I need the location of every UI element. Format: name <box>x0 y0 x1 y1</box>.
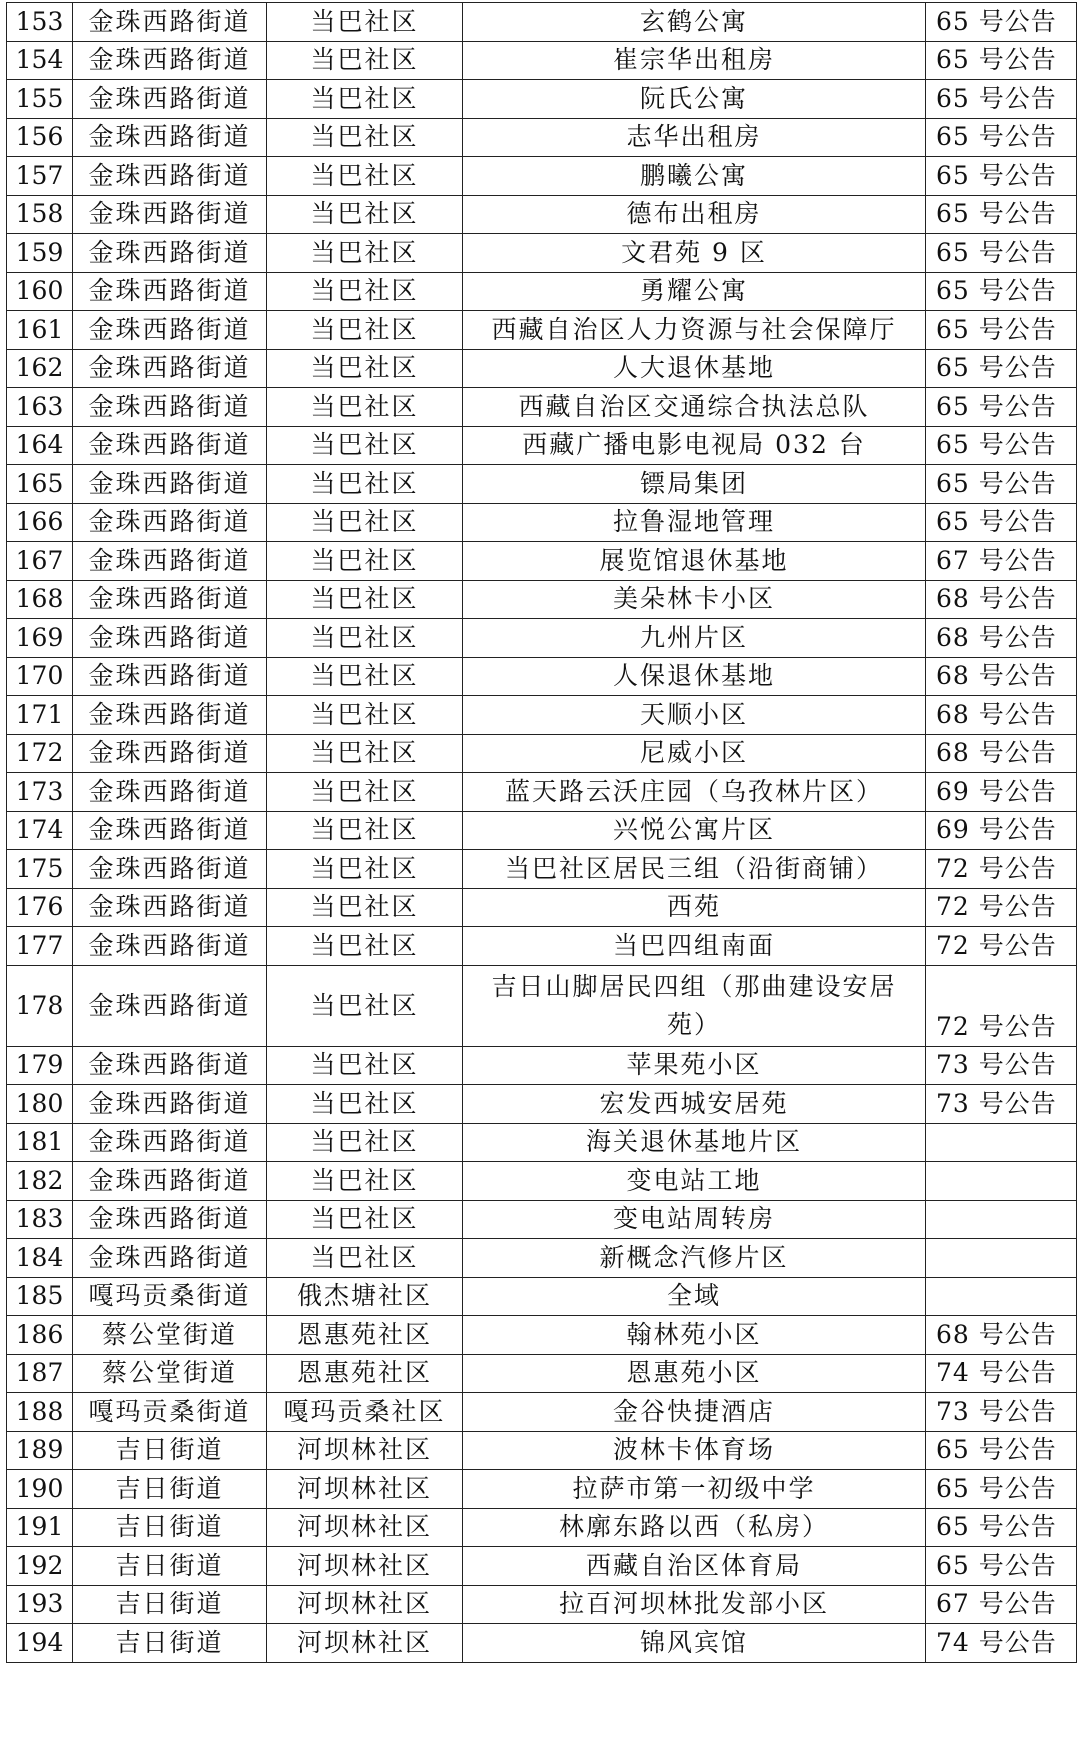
community-cell: 当巴社区 <box>267 80 463 119</box>
street-cell: 金珠西路街道 <box>73 157 267 196</box>
street-cell: 蔡公堂街道 <box>73 1354 267 1393</box>
notice-cell: 67 号公告 <box>926 542 1077 581</box>
community-cell: 当巴社区 <box>267 1085 463 1124</box>
table-row <box>7 542 1077 581</box>
community-cell: 当巴社区 <box>267 619 463 658</box>
street-cell: 金珠西路街道 <box>73 234 267 273</box>
street-cell: 金珠西路街道 <box>73 311 267 350</box>
table-row <box>7 272 1077 311</box>
street-cell: 蔡公堂街道 <box>73 1316 267 1355</box>
notice-cell: 72 号公告 <box>926 888 1077 927</box>
location-cell: 西苑 <box>463 888 926 927</box>
table-row <box>7 1085 1077 1124</box>
location-cell: 尼威小区 <box>463 734 926 773</box>
notice-cell: 65 号公告 <box>926 503 1077 542</box>
street-cell: 吉日街道 <box>73 1547 267 1586</box>
table-row <box>7 696 1077 735</box>
row-number-cell: 171 <box>7 696 73 735</box>
community-cell: 河坝林社区 <box>267 1431 463 1470</box>
location-cell: 吉日山脚居民四组（那曲建设安居苑） <box>463 965 926 1046</box>
location-cell: 鹏曦公寓 <box>463 157 926 196</box>
notice-cell <box>926 1277 1077 1316</box>
row-number-cell: 164 <box>7 426 73 465</box>
table-row <box>7 1585 1077 1624</box>
row-number-cell: 167 <box>7 542 73 581</box>
location-cell: 苹果苑小区 <box>463 1046 926 1085</box>
street-cell: 金珠西路街道 <box>73 41 267 80</box>
street-cell: 金珠西路街道 <box>73 1123 267 1162</box>
table-row <box>7 1162 1077 1201</box>
community-cell: 当巴社区 <box>267 311 463 350</box>
location-cell: 镖局集团 <box>463 465 926 504</box>
location-cell: 西藏自治区人力资源与社会保障厅 <box>463 311 926 350</box>
table-row <box>7 311 1077 350</box>
table-row <box>7 234 1077 273</box>
location-cell: 人大退休基地 <box>463 349 926 388</box>
street-cell: 吉日街道 <box>73 1508 267 1547</box>
location-cell: 美朵林卡小区 <box>463 580 926 619</box>
community-cell: 河坝林社区 <box>267 1624 463 1663</box>
community-cell: 恩惠苑社区 <box>267 1316 463 1355</box>
street-cell: 金珠西路街道 <box>73 580 267 619</box>
table-row <box>7 1470 1077 1509</box>
notice-cell <box>926 1200 1077 1239</box>
location-cell: 变电站周转房 <box>463 1200 926 1239</box>
table-row <box>7 888 1077 927</box>
community-cell: 当巴社区 <box>267 888 463 927</box>
table-row <box>7 811 1077 850</box>
community-cell: 河坝林社区 <box>267 1508 463 1547</box>
notice-cell: 65 号公告 <box>926 80 1077 119</box>
notice-cell: 65 号公告 <box>926 465 1077 504</box>
street-cell: 金珠西路街道 <box>73 503 267 542</box>
table-row <box>7 1239 1077 1278</box>
notice-cell: 65 号公告 <box>926 41 1077 80</box>
community-cell: 当巴社区 <box>267 426 463 465</box>
notice-cell: 69 号公告 <box>926 773 1077 812</box>
notice-cell <box>926 1239 1077 1278</box>
street-cell: 吉日街道 <box>73 1585 267 1624</box>
table-row <box>7 1123 1077 1162</box>
row-number-cell: 172 <box>7 734 73 773</box>
street-cell: 吉日街道 <box>73 1431 267 1470</box>
row-number-cell: 182 <box>7 1162 73 1201</box>
row-number-cell: 160 <box>7 272 73 311</box>
row-number-cell: 159 <box>7 234 73 273</box>
community-cell: 河坝林社区 <box>267 1585 463 1624</box>
row-number-cell: 158 <box>7 195 73 234</box>
row-number-cell: 190 <box>7 1470 73 1509</box>
community-cell: 当巴社区 <box>267 696 463 735</box>
row-number-cell: 180 <box>7 1085 73 1124</box>
location-cell: 新概念汽修片区 <box>463 1239 926 1278</box>
row-number-cell: 194 <box>7 1624 73 1663</box>
street-cell: 金珠西路街道 <box>73 465 267 504</box>
location-cell: 勇耀公寓 <box>463 272 926 311</box>
notice-cell: 74 号公告 <box>926 1354 1077 1393</box>
row-number-cell: 155 <box>7 80 73 119</box>
table-row <box>7 1624 1077 1663</box>
table-row <box>7 41 1077 80</box>
street-cell: 金珠西路街道 <box>73 118 267 157</box>
community-cell: 当巴社区 <box>267 850 463 889</box>
location-cell: 锦风宾馆 <box>463 1624 926 1663</box>
row-number-cell: 169 <box>7 619 73 658</box>
location-cell: 变电站工地 <box>463 1162 926 1201</box>
table-row <box>7 1547 1077 1586</box>
street-cell: 金珠西路街道 <box>73 696 267 735</box>
street-cell: 金珠西路街道 <box>73 927 267 966</box>
location-cell: 宏发西城安居苑 <box>463 1085 926 1124</box>
street-cell: 金珠西路街道 <box>73 349 267 388</box>
row-number-cell: 166 <box>7 503 73 542</box>
table-row <box>7 1316 1077 1355</box>
location-cell: 玄鹤公寓 <box>463 3 926 42</box>
table-row <box>7 927 1077 966</box>
row-number-cell: 170 <box>7 657 73 696</box>
row-number-cell: 165 <box>7 465 73 504</box>
notice-cell: 65 号公告 <box>926 1508 1077 1547</box>
location-cell: 恩惠苑小区 <box>463 1354 926 1393</box>
table-row <box>7 1354 1077 1393</box>
street-cell: 金珠西路街道 <box>73 426 267 465</box>
location-cell: 阮氏公寓 <box>463 80 926 119</box>
community-cell: 当巴社区 <box>267 272 463 311</box>
street-cell: 嘎玛贡桑街道 <box>73 1277 267 1316</box>
table-row <box>7 465 1077 504</box>
table-row <box>7 619 1077 658</box>
notice-cell: 65 号公告 <box>926 1431 1077 1470</box>
row-number-cell: 188 <box>7 1393 73 1432</box>
notice-cell <box>926 1123 1077 1162</box>
table-row <box>7 503 1077 542</box>
notice-cell: 72 号公告 <box>926 927 1077 966</box>
location-cell: 西藏广播电影电视局 032 台 <box>463 426 926 465</box>
notice-cell <box>926 1162 1077 1201</box>
community-cell: 当巴社区 <box>267 234 463 273</box>
community-cell: 当巴社区 <box>267 1239 463 1278</box>
street-cell: 金珠西路街道 <box>73 1162 267 1201</box>
notice-cell: 65 号公告 <box>926 388 1077 427</box>
notice-cell: 68 号公告 <box>926 734 1077 773</box>
location-cell: 拉鲁湿地管理 <box>463 503 926 542</box>
risk-area-table <box>6 2 1077 1663</box>
notice-cell: 65 号公告 <box>926 3 1077 42</box>
street-cell: 金珠西路街道 <box>73 619 267 658</box>
table-row <box>7 773 1077 812</box>
row-number-cell: 163 <box>7 388 73 427</box>
row-number-cell: 173 <box>7 773 73 812</box>
community-cell: 当巴社区 <box>267 1200 463 1239</box>
table-row <box>7 1277 1077 1316</box>
row-number-cell: 192 <box>7 1547 73 1586</box>
street-cell: 金珠西路街道 <box>73 3 267 42</box>
location-cell: 文君苑 9 区 <box>463 234 926 273</box>
notice-cell: 68 号公告 <box>926 657 1077 696</box>
row-number-cell: 191 <box>7 1508 73 1547</box>
notice-cell: 73 号公告 <box>926 1046 1077 1085</box>
street-cell: 金珠西路街道 <box>73 542 267 581</box>
location-cell: 西藏自治区体育局 <box>463 1547 926 1586</box>
community-cell: 当巴社区 <box>267 388 463 427</box>
community-cell: 恩惠苑社区 <box>267 1354 463 1393</box>
community-cell: 当巴社区 <box>267 349 463 388</box>
row-number-cell: 156 <box>7 118 73 157</box>
location-cell: 天顺小区 <box>463 696 926 735</box>
location-cell: 蓝天路云沃庄园（乌孜林片区） <box>463 773 926 812</box>
community-cell: 俄杰塘社区 <box>267 1277 463 1316</box>
table-row <box>7 657 1077 696</box>
notice-cell: 73 号公告 <box>926 1393 1077 1432</box>
notice-cell: 65 号公告 <box>926 1470 1077 1509</box>
location-cell: 波林卡体育场 <box>463 1431 926 1470</box>
table-row <box>7 1431 1077 1470</box>
community-cell: 当巴社区 <box>267 1046 463 1085</box>
row-number-cell: 157 <box>7 157 73 196</box>
row-number-cell: 178 <box>7 965 73 1046</box>
street-cell: 金珠西路街道 <box>73 657 267 696</box>
table-row <box>7 157 1077 196</box>
community-cell: 嘎玛贡桑社区 <box>267 1393 463 1432</box>
row-number-cell: 189 <box>7 1431 73 1470</box>
row-number-cell: 193 <box>7 1585 73 1624</box>
notice-cell: 73 号公告 <box>926 1085 1077 1124</box>
community-cell: 当巴社区 <box>267 542 463 581</box>
table-row <box>7 734 1077 773</box>
location-cell: 林廓东路以西（私房） <box>463 1508 926 1547</box>
street-cell: 金珠西路街道 <box>73 388 267 427</box>
notice-cell: 69 号公告 <box>926 811 1077 850</box>
table-row <box>7 388 1077 427</box>
notice-cell: 74 号公告 <box>926 1624 1077 1663</box>
community-cell: 当巴社区 <box>267 157 463 196</box>
community-cell: 河坝林社区 <box>267 1470 463 1509</box>
location-cell: 人保退休基地 <box>463 657 926 696</box>
location-cell: 金谷快捷酒店 <box>463 1393 926 1432</box>
location-cell: 当巴四组南面 <box>463 927 926 966</box>
community-cell: 当巴社区 <box>267 580 463 619</box>
table-row <box>7 1200 1077 1239</box>
location-cell: 翰林苑小区 <box>463 1316 926 1355</box>
row-number-cell: 187 <box>7 1354 73 1393</box>
notice-cell: 65 号公告 <box>926 195 1077 234</box>
row-number-cell: 154 <box>7 41 73 80</box>
notice-cell: 65 号公告 <box>926 157 1077 196</box>
street-cell: 金珠西路街道 <box>73 734 267 773</box>
community-cell: 当巴社区 <box>267 118 463 157</box>
row-number-cell: 185 <box>7 1277 73 1316</box>
street-cell: 吉日街道 <box>73 1470 267 1509</box>
street-cell: 金珠西路街道 <box>73 272 267 311</box>
row-number-cell: 179 <box>7 1046 73 1085</box>
table-row <box>7 965 1077 1046</box>
community-cell: 当巴社区 <box>267 927 463 966</box>
table-row <box>7 1508 1077 1547</box>
table-row <box>7 1393 1077 1432</box>
row-number-cell: 175 <box>7 850 73 889</box>
notice-cell: 65 号公告 <box>926 311 1077 350</box>
community-cell: 当巴社区 <box>267 1162 463 1201</box>
notice-cell: 65 号公告 <box>926 349 1077 388</box>
table-row <box>7 349 1077 388</box>
location-cell: 志华出租房 <box>463 118 926 157</box>
notice-cell: 72 号公告 <box>926 850 1077 889</box>
street-cell: 金珠西路街道 <box>73 888 267 927</box>
street-cell: 吉日街道 <box>73 1624 267 1663</box>
notice-cell: 65 号公告 <box>926 234 1077 273</box>
location-cell: 拉萨市第一初级中学 <box>463 1470 926 1509</box>
street-cell: 金珠西路街道 <box>73 195 267 234</box>
street-cell: 金珠西路街道 <box>73 811 267 850</box>
street-cell: 金珠西路街道 <box>73 850 267 889</box>
street-cell: 金珠西路街道 <box>73 1200 267 1239</box>
notice-cell: 67 号公告 <box>926 1585 1077 1624</box>
community-cell: 当巴社区 <box>267 811 463 850</box>
table-row <box>7 195 1077 234</box>
row-number-cell: 184 <box>7 1239 73 1278</box>
location-cell: 九州片区 <box>463 619 926 658</box>
notice-cell: 68 号公告 <box>926 696 1077 735</box>
notice-cell: 68 号公告 <box>926 580 1077 619</box>
street-cell: 金珠西路街道 <box>73 1239 267 1278</box>
community-cell: 当巴社区 <box>267 195 463 234</box>
table-row <box>7 3 1077 42</box>
street-cell: 嘎玛贡桑街道 <box>73 1393 267 1432</box>
table-row <box>7 1046 1077 1085</box>
community-cell: 当巴社区 <box>267 1123 463 1162</box>
location-cell: 崔宗华出租房 <box>463 41 926 80</box>
location-cell: 当巴社区居民三组（沿街商铺） <box>463 850 926 889</box>
row-number-cell: 186 <box>7 1316 73 1355</box>
table-row <box>7 118 1077 157</box>
community-cell: 当巴社区 <box>267 734 463 773</box>
row-number-cell: 174 <box>7 811 73 850</box>
table-row <box>7 80 1077 119</box>
notice-cell: 72 号公告 <box>926 965 1077 1046</box>
location-cell: 拉百河坝林批发部小区 <box>463 1585 926 1624</box>
row-number-cell: 176 <box>7 888 73 927</box>
table-body <box>7 3 1077 1663</box>
location-cell: 西藏自治区交通综合执法总队 <box>463 388 926 427</box>
community-cell: 当巴社区 <box>267 465 463 504</box>
street-cell: 金珠西路街道 <box>73 80 267 119</box>
notice-cell: 68 号公告 <box>926 1316 1077 1355</box>
community-cell: 当巴社区 <box>267 3 463 42</box>
table-row <box>7 580 1077 619</box>
location-cell: 展览馆退休基地 <box>463 542 926 581</box>
table-row <box>7 850 1077 889</box>
table-row <box>7 426 1077 465</box>
community-cell: 当巴社区 <box>267 41 463 80</box>
row-number-cell: 183 <box>7 1200 73 1239</box>
street-cell: 金珠西路街道 <box>73 773 267 812</box>
community-cell: 当巴社区 <box>267 503 463 542</box>
row-number-cell: 181 <box>7 1123 73 1162</box>
location-cell: 德布出租房 <box>463 195 926 234</box>
notice-cell: 68 号公告 <box>926 619 1077 658</box>
community-cell: 当巴社区 <box>267 773 463 812</box>
row-number-cell: 162 <box>7 349 73 388</box>
location-cell: 兴悦公寓片区 <box>463 811 926 850</box>
notice-cell: 65 号公告 <box>926 426 1077 465</box>
community-cell: 当巴社区 <box>267 657 463 696</box>
location-cell: 海关退休基地片区 <box>463 1123 926 1162</box>
location-cell: 全域 <box>463 1277 926 1316</box>
notice-cell: 65 号公告 <box>926 118 1077 157</box>
community-cell: 河坝林社区 <box>267 1547 463 1586</box>
community-cell: 当巴社区 <box>267 965 463 1046</box>
row-number-cell: 161 <box>7 311 73 350</box>
row-number-cell: 153 <box>7 3 73 42</box>
notice-cell: 65 号公告 <box>926 1547 1077 1586</box>
street-cell: 金珠西路街道 <box>73 965 267 1046</box>
street-cell: 金珠西路街道 <box>73 1085 267 1124</box>
street-cell: 金珠西路街道 <box>73 1046 267 1085</box>
row-number-cell: 168 <box>7 580 73 619</box>
row-number-cell: 177 <box>7 927 73 966</box>
notice-cell: 65 号公告 <box>926 272 1077 311</box>
